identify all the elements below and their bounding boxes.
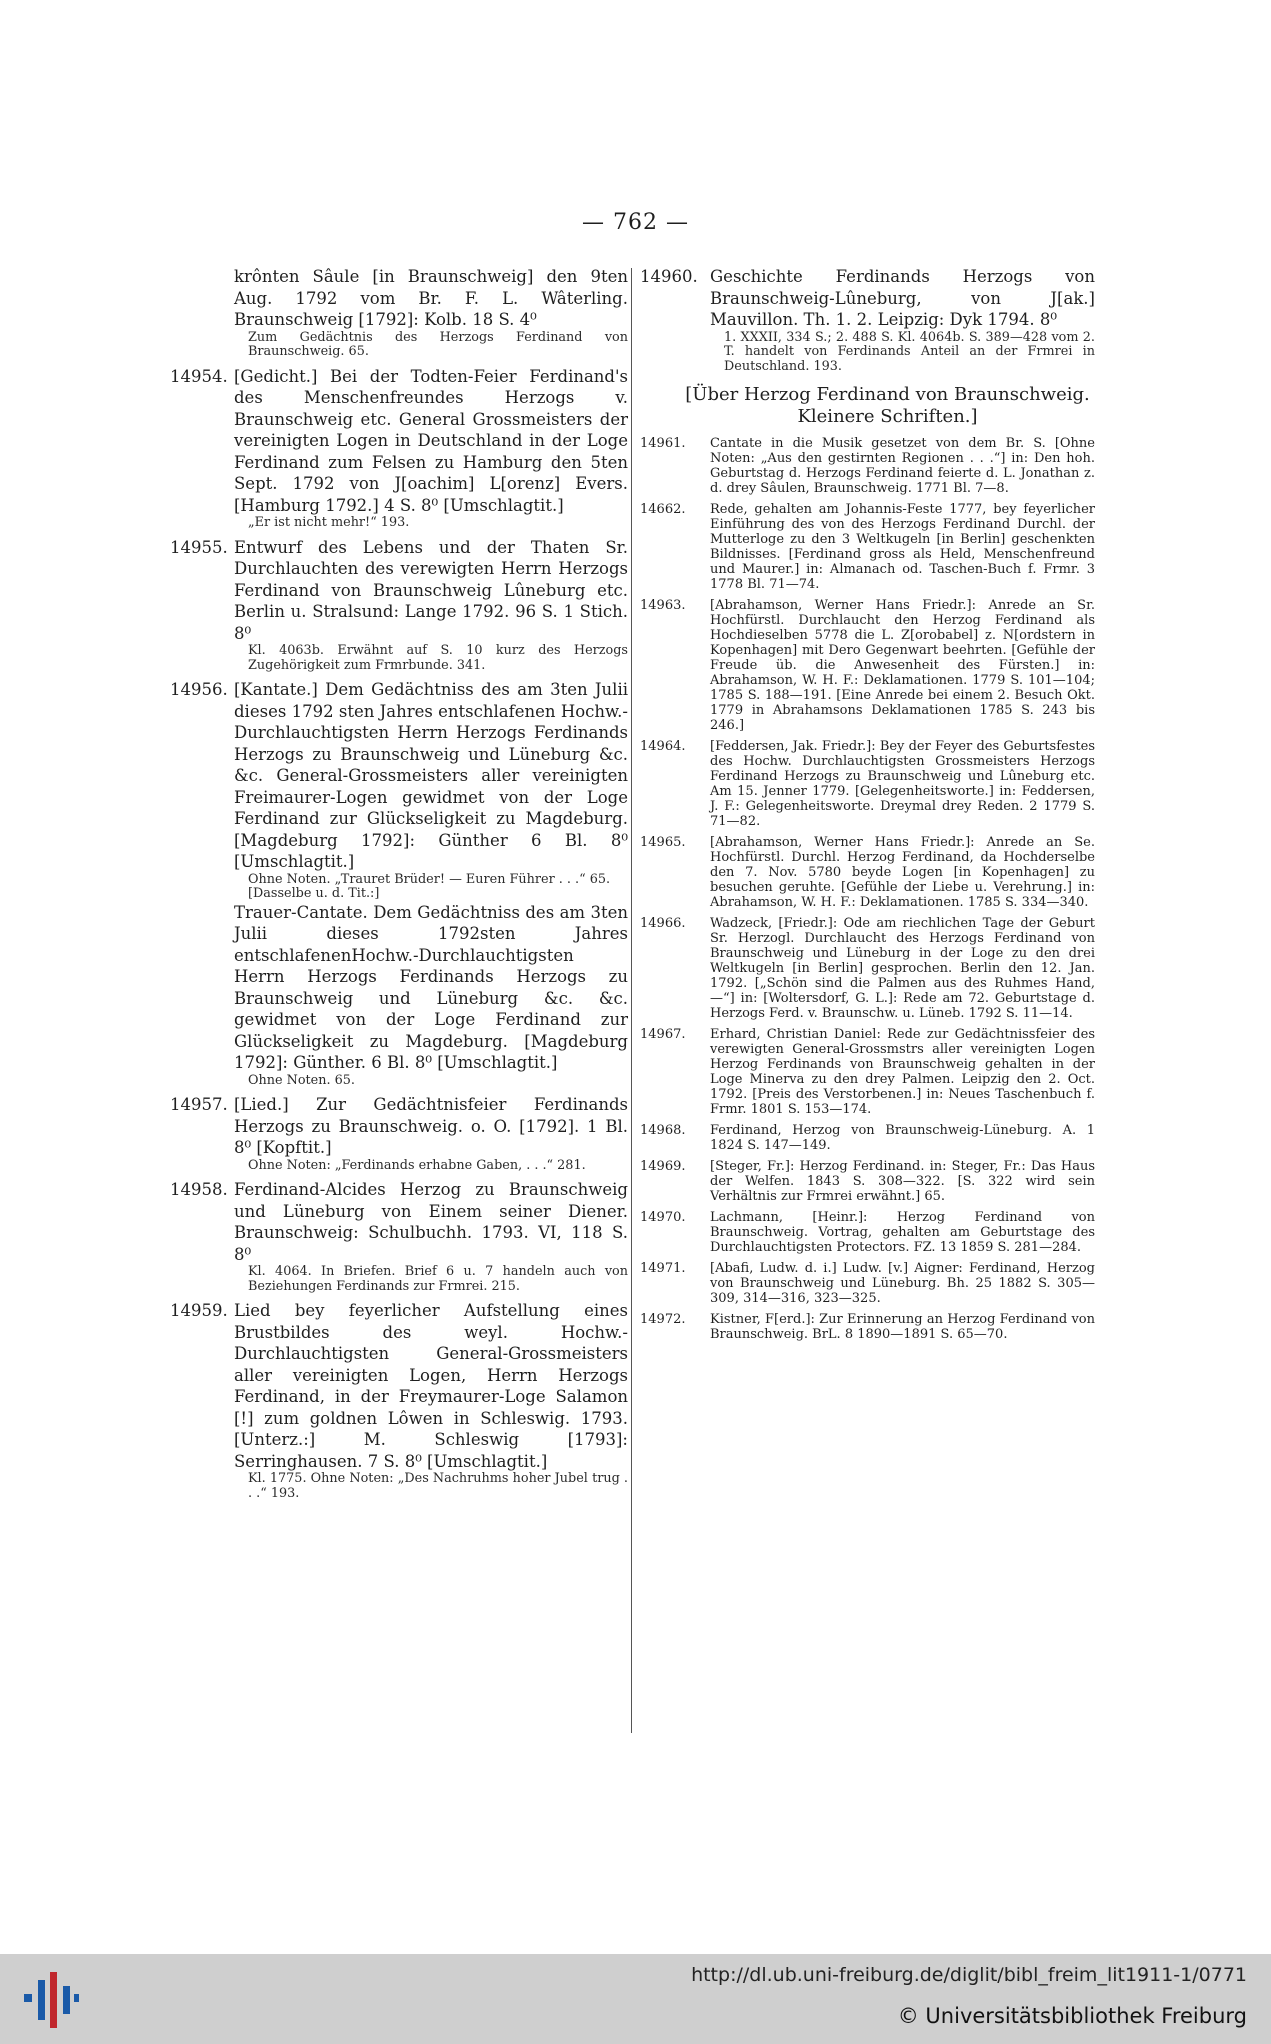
entry-14972 (640, 1312, 1095, 1342)
entry-number: 14968. (640, 1123, 686, 1138)
entry-14955 (170, 537, 628, 674)
section-heading: [Über Herzog Ferdinand von Braunschweig. Kleinere Schriften.] (685, 384, 1090, 427)
entry-text: [Abafi, Ludw. d. i.] Ludw. [v.] Aigner: Ferdinand, Herzog von Braunschweig und Lüneburg. Bh. 25 1882 S. 305—309, 314—316, 323—325. (710, 1261, 1095, 1306)
entry-text: [Gedicht.] Bei der Todten-Feier Ferdinand's des Menschenfreundes Herzogs v. Braunschweig etc. General Grossmeisters der vereinigten Logen in Deutschland in der Loge Ferdinand zum Felsen zu Hamburg den 5ten Sept. 1792 von J[oachim] L[orenz] Evers. [Hamburg 1792.] 4 S. 8⁰ [Umschlagtit.] (234, 366, 628, 515)
entry-number: 14956. (170, 680, 228, 699)
entry-text: krônten Sâule [in Braunschweig] den 9ten Aug. 1792 vom Br. F. L. Wâterling. Braunschweig [1792]: Kolb. 18 S. 4⁰ (234, 267, 628, 329)
entry-14956 (170, 679, 628, 1088)
entry-number: 14964. (640, 739, 686, 754)
entry-14970 (640, 1210, 1095, 1255)
entry-note: Ohne Noten: „Ferdinands erhabne Gaben, . . .“ 281. (248, 1157, 586, 1173)
entry-text: [Steger, Fr.]: Herzog Ferdinand. in: Steger, Fr.: Das Haus der Welfen. 1843 S. 308—322. [S. 322 wird sein Verhältnis zur Frmrei erwähnt.] 65. (710, 1159, 1095, 1204)
entry-subheading: [Dasselbe u. d. Tit.:] (248, 886, 380, 901)
entry-continuation (170, 266, 628, 360)
entry-note: Ohne Noten. 65. (248, 1072, 355, 1088)
entry-text: [Feddersen, Jak. Friedr.]: Bey der Feyer des Geburtsfestes des Hochw. Durchlauchtigsten Grossmeisters Herzogs Ferdinand Herzogs zu Braunschweig und Lûneburg etc. Am 15. Jenner 1779. [Gelegenheitsworte.] in: Feddersen, J. F.: Gelegenheitsworte. Dreymal drey Reden. 2 1779 S. 71—82. (710, 739, 1095, 829)
entry-14961 (640, 436, 1095, 496)
entry-number: 14959. (170, 1301, 228, 1320)
entry-number: 14957. (170, 1095, 228, 1114)
right-column (640, 266, 1095, 1348)
entry-text: Lied bey feyerlicher Aufstellung eines Brustbildes des weyl. Hochw.-Durchlauchtigsten General-Grossmeisters aller vereinigten Logen, Herrn Herzogs Ferdinand, in der Freymaurer-Loge Salamon [!] zum goldnen Lôwen in Schleswig. 1793. [Unterz.:] M. Schleswig [1793]: Serringhausen. 7 S. 8⁰ [Umschlagtit.] (234, 1301, 628, 1471)
entry-text: [Abrahamson, Werner Hans Friedr.]: Anrede an Sr. Hochfürstl. Durchlaucht den Herzog Ferdinand als Hochdieselben 5778 die L. Z[orobabel] z. N[ordstern in Kopenhagen] mit Dero Gegenwart beehrten. [Gefühle der Freude üb. die Anwesenheit des Fürsten.] in: Abrahamson, W. H. F.: Deklamationen. 1779 S. 101—104; 1785 S. 188—191. [Eine Anrede bei einem 2. Besuch Okt. 1779 in Abrahamsons Deklamationen 1785 S. 243 bis 246.] (710, 598, 1095, 733)
entry-text: Entwurf des Lebens und der Thaten Sr. Durchlauchten des verewigten Herrn Herzogs Ferdinand von Braunschweig Lûneburg etc. Berlin u. Stralsund: Lange 1792. 96 S. 1 Stich. 8⁰ (234, 537, 628, 643)
entry-14960 (640, 266, 1095, 374)
entry-14969 (640, 1159, 1095, 1204)
left-column (170, 266, 628, 1507)
entry-14966 (640, 916, 1095, 1021)
entry-text: Lachmann, [Heinr.]: Herzog Ferdinand von Braunschweig. Vortrag, gehalten am Geburtstage des Durchlauchtigsten Protectors. FZ. 13 1859 S. 281—284. (710, 1210, 1095, 1255)
entry-14967 (640, 1027, 1095, 1117)
entry-number: 14965. (640, 835, 686, 850)
entry-14662 (640, 502, 1095, 592)
entry-note: „Er ist nicht mehr!“ 193. (248, 515, 410, 530)
entry-text: [Abrahamson, Werner Hans Friedr.]: Anrede an Se. Hochfürstl. Durchl. Herzog Ferdinand, da Hochderselbe den 7. Nov. 5780 beyde Logen [in Kopenhagen] zu besuchen geruhte. [Gefühle der Liebe u. Verehrung.] in: Abrahamson, W. H. F.: Deklamationen. 1785 S. 334—340. (710, 835, 1095, 910)
entry-14971 (640, 1261, 1095, 1306)
entry-number: 14963. (640, 598, 686, 613)
entry-number: 14969. (640, 1159, 686, 1174)
entry-14958 (170, 1179, 628, 1294)
entry-text: Geschichte Ferdinands Herzogs von Braunschweig-Lûneburg, von J[ak.] Mauvillon. Th. 1. 2. Leipzig: Dyk 1794. 8⁰ (710, 267, 1095, 329)
footer-bar (0, 1954, 1271, 2044)
entry-number: 14955. (170, 537, 228, 557)
entry-text: Cantate in die Musik gesetzet von dem Br. S. [Ohne Noten: „Aus den gestirnten Regionen . . .“] in: Den hoh. Geburtstag d. Herzogs Ferdinand feierte d. L. Jonathan z. d. drey Sâulen, Braunschweig. 1771 Bl. 7—8. (710, 436, 1095, 496)
entry-14957 (170, 1094, 628, 1173)
entry-14954 (170, 366, 628, 531)
entry-number: 14972. (640, 1312, 686, 1327)
entry-number: 14966. (640, 916, 686, 931)
entry-text-alt: Trauer-Cantate. Dem Gedächtniss des am 3ten Julii dieses 1792sten Jahres entschlafenenHochw.-Durchlauchtigsten Herrn Herzogs Ferdinands Herzogs zu Braunschweig und Lüneburg &c. &c. gewidmet von der Loge Ferdinand zur Glückseligkeit zu Magdeburg. [Magdeburg 1792]: Günther. 6 Bl. 8⁰ [Umschlagtit.] (234, 902, 628, 1072)
entry-text: Ferdinand, Herzog von Braunschweig-Lüneburg. A. 1 1824 S. 147—149. (710, 1123, 1095, 1153)
entry-number: 14662. (640, 502, 686, 517)
entry-text: Rede, gehalten am Johannis-Feste 1777, bey feyerlicher Einführung des von des Herzogs Ferdinand Durchl. der Mutterloge zu den 3 Weltkugeln [in Berlin] geschenkten Bildnisses. [Ferdinand gross als Held, Menschenfreund und Maurer.] in: Almanach od. Taschen-Buch f. Frmr. 3 1778 Bl. 71—74. (710, 502, 1095, 592)
copyright-text: © Universitätsbibliothek Freiburg (897, 2004, 1247, 2028)
entry-14964 (640, 739, 1095, 829)
entry-note: Zum Gedächtnis des Herzogs Ferdinand von Braunschweig. 65. (248, 329, 628, 359)
entry-number: 14970. (640, 1210, 686, 1225)
entry-text: [Lied.] Zur Gedächtnisfeier Ferdinands Herzogs zu Braunschweig. o. O. [1792]. 1 Bl. 8⁰ [Kopftit.] (234, 1095, 628, 1157)
entry-number: 14958. (170, 1180, 228, 1199)
entry-number: 14954. (170, 366, 228, 386)
entry-14965 (640, 835, 1095, 910)
entry-14968 (640, 1123, 1095, 1153)
entry-number: 14961. (640, 436, 686, 451)
entry-text: [Kantate.] Dem Gedächtniss des am 3ten Julii dieses 1792 sten Jahres entschlafenen Hochw.-Durchlauchtigsten Herrn Herzogs Ferdinands Herzogs zu Braunschweig und Lüneburg &c. &c. General-Grossmeisters aller vereinigten Freimaurer-Logen gewidmet von der Loge Ferdinand zur Glückseligkeit zu Magdeburg. [Magdeburg 1792]: Günther 6 Bl. 8⁰ [Umschlagtit.] (234, 680, 628, 871)
entry-text: Ferdinand-Alcides Herzog zu Braunschweig und Lüneburg von Einem seiner Diener. Braunschweig: Schulbuchh. 1793. VI, 118 S. 8⁰ (234, 1180, 628, 1264)
library-logo-icon (20, 1968, 80, 2032)
entry-note: Ohne Noten. „Trauret Brüder! — Euren Führer . . .“ 65. (248, 871, 611, 887)
entry-note: Kl. 4063b. Erwähnt auf S. 10 kurz des Herzogs Zugehörigkeit zum Frmrbunde. 341. (248, 643, 628, 673)
entry-text: Kistner, F[erd.]: Zur Erinnerung an Herzog Ferdinand von Braunschweig. BrL. 8 1890—1891 S. 65—70. (710, 1312, 1095, 1342)
entry-number: 14967. (640, 1027, 686, 1042)
entry-number: 14971. (640, 1261, 686, 1276)
column-divider (631, 268, 632, 1733)
entry-14963 (640, 598, 1095, 733)
permalink-url[interactable]: http://dl.ub.uni-freiburg.de/diglit/bibl_freim_lit1911-1/0771 (691, 1964, 1247, 1986)
entry-note: Kl. 4064. In Briefen. Brief 6 u. 7 handeln auch von Beziehungen Ferdinands zur Frmrei. 215. (248, 1264, 628, 1294)
entry-number: 14960. (640, 267, 698, 286)
entry-note: 1. XXXII, 334 S.; 2. 488 S. Kl. 4064b. S. 389—428 vom 2. T. handelt von Ferdinands Anteil an der Frmrei in Deutschland. 193. (724, 329, 1095, 374)
entry-text: Erhard, Christian Daniel: Rede zur Gedächtnissfeier des verewigten General-Grossmstrs aller vereinigten Logen Herzog Ferdinands von Braunschweig gehalten in der Loge Minerva zu den drey Palmen. Leipzig den 2. Oct. 1792. [Preis des Verstorbenen.] in: Neues Taschenbuch f. Frmr. 1801 S. 153—174. (710, 1027, 1095, 1117)
entry-text: Wadzeck, [Friedr.]: Ode am riechlichen Tage der Geburt Sr. Herzogl. Durchlaucht des Herzogs Ferdinand von Braunschweig und Lüneburg in der Loge zu den drei Weltkugeln [in Berlin] gesprochen. Berlin den 12. Jan. 1792. [„Schön sind die Palmen aus des Ruhmes Hand, —“] in: [Woltersdorf, G. L.]: Rede am 72. Geburtstage d. Herzogs Ferd. v. Braunschw. u. Lüneb. 1792 S. 11—14. (710, 916, 1095, 1021)
entry-14959 (170, 1300, 628, 1501)
page-number: — 762 — (582, 210, 689, 235)
entry-note: Kl. 1775. Ohne Noten: „Des Nachruhms hoher Jubel trug . . .“ 193. (248, 1471, 628, 1501)
